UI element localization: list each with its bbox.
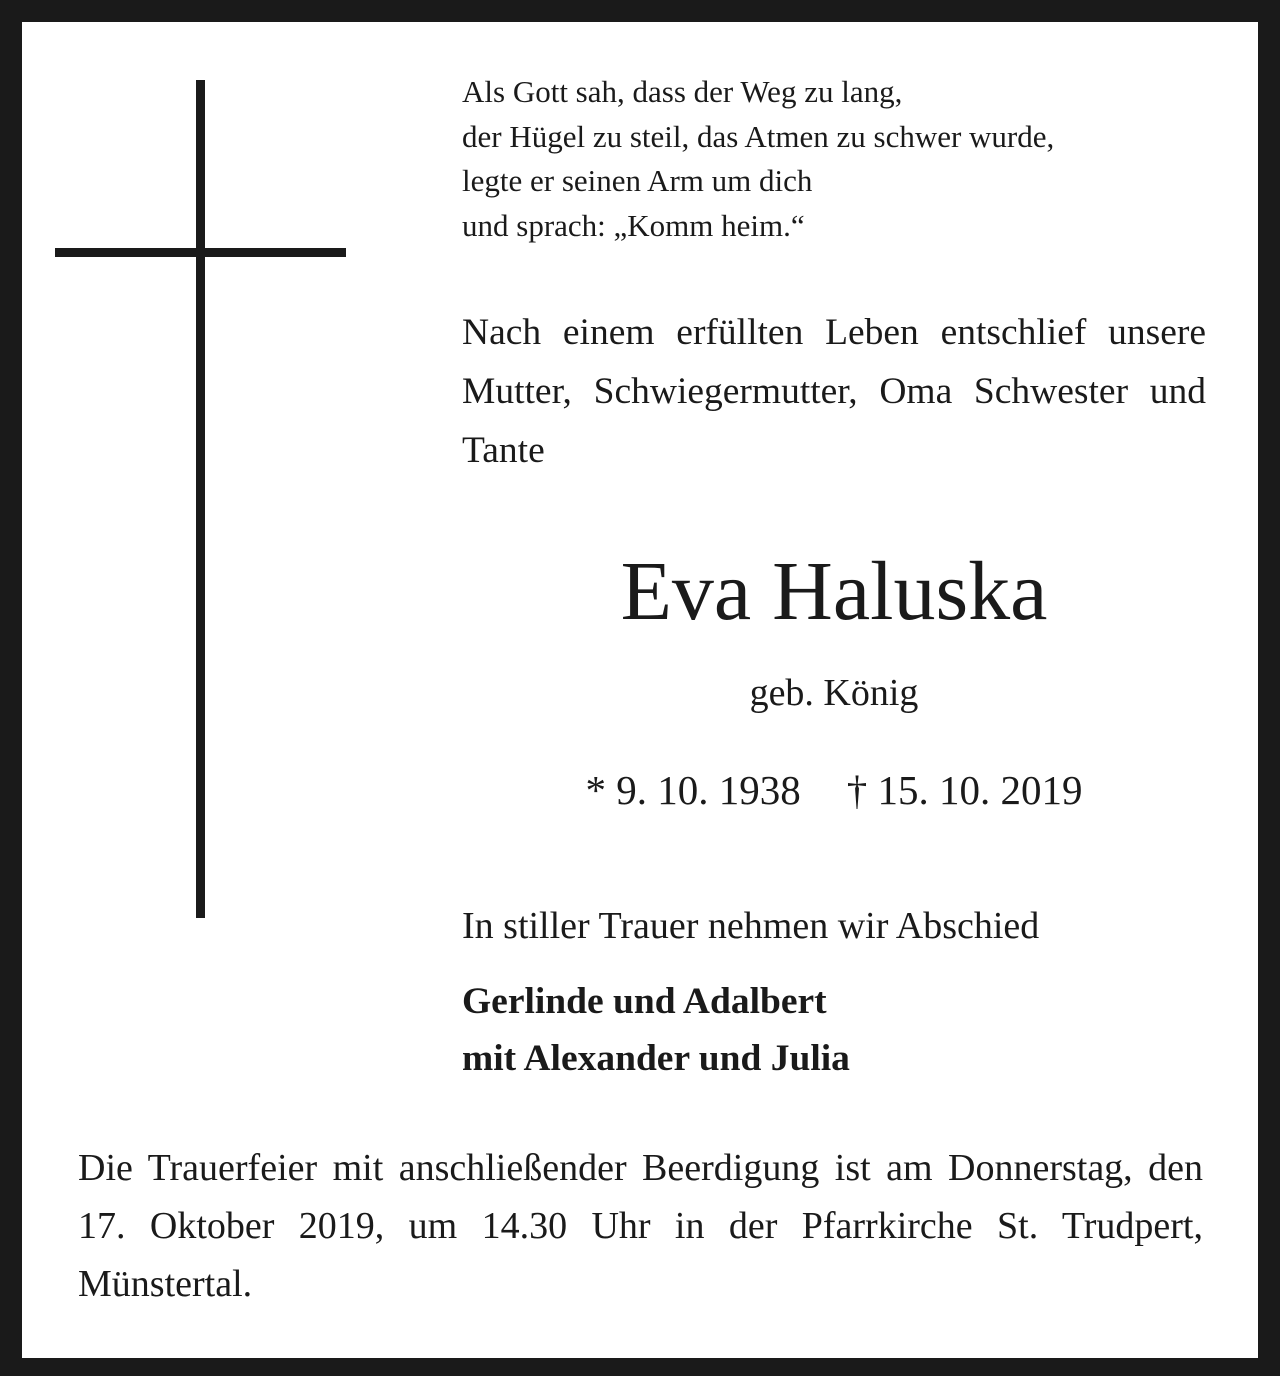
- intro-text: Nach einem erfüllten Leben entschlief unsere Mutter, Schwiegermutter, Oma Schwester und Tante: [462, 312, 1206, 471]
- poem-line: und sprach: „Komm heim.“: [462, 207, 805, 243]
- birth-name: geb. König: [749, 672, 919, 714]
- poem-line: Als Gott sah, dass der Weg zu lang,: [462, 74, 903, 109]
- poem-line: der Hügel zu steil, das Atmen zu schwer wurde,: [462, 118, 1055, 154]
- signers: [462, 973, 1222, 1087]
- poem-line: legte er seinen Arm um dich: [462, 163, 813, 198]
- cross-horizontal-bar: [55, 248, 346, 257]
- signer-line: mit Alexander und Julia: [462, 1038, 850, 1079]
- life-dates: [462, 762, 1206, 818]
- deceased-name: Eva Haluska: [620, 545, 1048, 638]
- poem: [462, 70, 1222, 248]
- mourning-line: In stiller Trauer nehmen wir Abschied: [462, 905, 1040, 947]
- birth-date: * 9. 10. 1938: [585, 767, 801, 813]
- funeral-details: Die Trauerfeier mit anschließender Beerdigung ist am Donnerstag, den 17. Oktober 2019, um 14.30 Uhr in der Pfarrkirche St. Trudpert, Münstertal.: [78, 1147, 1203, 1305]
- death-date: † 15. 10. 2019: [846, 767, 1083, 813]
- cross-vertical-bar: [196, 80, 205, 918]
- signer-line: Gerlinde und Adalbert: [462, 981, 827, 1022]
